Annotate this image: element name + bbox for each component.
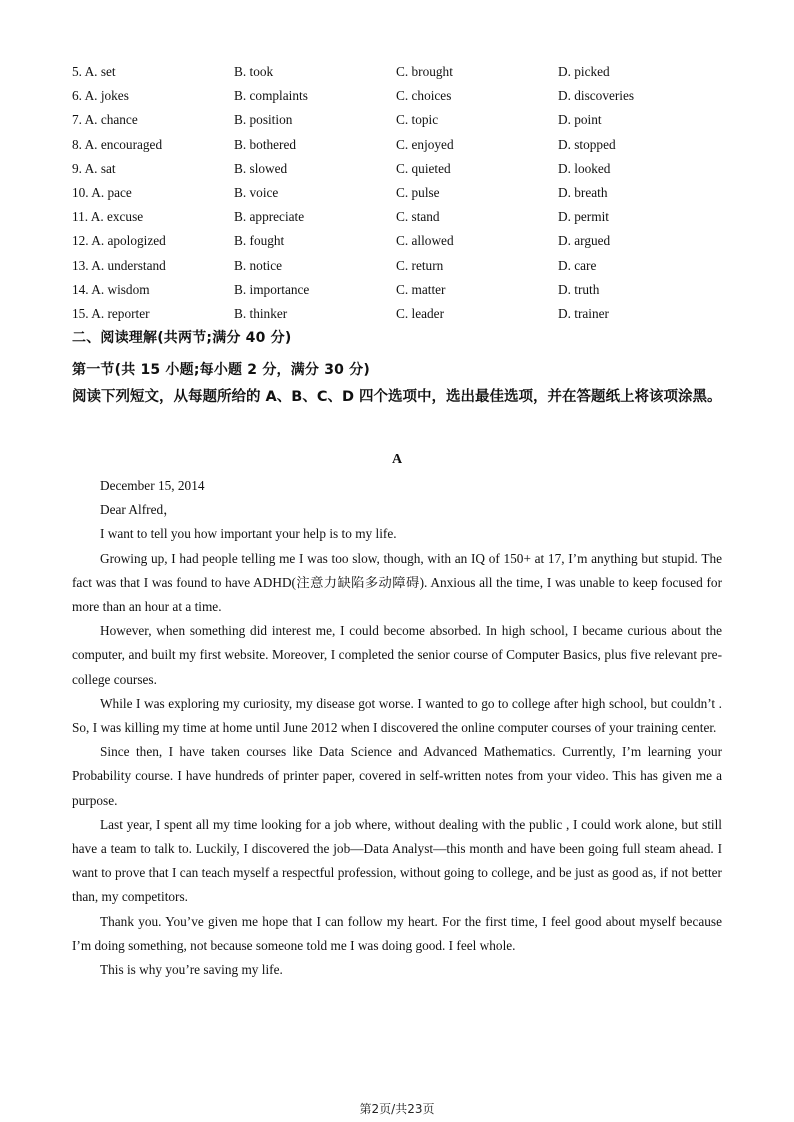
option-a: 14. A. wisdom [72,281,150,297]
option-a: 13. A. understand [72,257,166,273]
option-b: B. importance [234,281,310,297]
option-row [72,181,722,205]
option-a: 6. A. jokes [72,88,129,104]
option-row [72,205,722,229]
option-b: B. fought [234,233,285,249]
option-a: 5. A. set [72,64,116,80]
option-c: C. return [396,257,444,273]
option-row [72,254,722,278]
page-number: 第2页/共23页 [359,1102,435,1116]
option-a: 7. A. chance [72,112,138,128]
passage-paragraph: Thank you. You’ve given me hope that I can follow my heart. For the first time, I feel good about myself because I’m doing something, not because someone told me I was doing good. I feel whole. [72,913,722,953]
option-row [72,302,722,326]
option-b: B. bothered [234,136,297,152]
option-d: D. argued [558,233,611,249]
instruction-text: 阅读下列短文，从每题所给的 A、B、C、D 四个选项中，选出最佳选项，并在答题纸上将该项涂黑。 [72,389,722,405]
option-a: 8. A. encouraged [72,136,163,152]
passage-body [72,474,722,982]
option-row [72,108,722,132]
option-d: D. breath [558,185,608,201]
option-c: C. choices [396,88,452,104]
option-d: D. point [558,112,602,128]
passage-paragraph: However, when something did interest me, I could become absorbed. In high school, I became curious about the computer, and built my first website. Moreover, I completed the senior course of Computer Basics, plus five relevant pre-college courses. [72,623,722,687]
option-d: D. picked [558,64,610,80]
option-c: C. topic [396,112,439,128]
option-c: C. quieted [396,160,451,176]
option-a: 11. A. excuse [72,209,144,225]
option-c: C. pulse [396,185,440,201]
letter-salutation: Dear Alfred， [100,502,177,518]
passage-paragraph: I want to tell you how important your help is to my life. [100,526,397,542]
option-row [72,60,722,84]
option-d: D. permit [558,209,609,225]
option-b: B. complaints [234,88,308,104]
section-heading: 二、阅读理解(共两节;满分 40 分) [72,330,292,346]
option-c: C. allowed [396,233,454,249]
option-row [72,229,722,253]
option-b: B. slowed [234,160,288,176]
passage-paragraph: Last year, I spent all my time looking for a job where, without dealing with the public , I could work alone, but still have a team to talk to. Luckily, I discovered the job—Data Analyst—this month and have been going full steam ahead. I want to prove that I can teach myself a respectful profession, without going to college, and be just as good as, if not better than, my competitors. [72,816,722,905]
option-b: B. voice [234,185,279,201]
option-row [72,133,722,157]
option-a: 9. A. sat [72,160,116,176]
cloze-options-table [72,60,722,326]
option-d: D. trainer [558,305,609,321]
option-row [72,84,722,108]
option-c: C. brought [396,64,453,80]
option-a: 15. A. reporter [72,305,150,321]
option-b: B. notice [234,257,283,273]
letter-date: December 15, 2014 [100,478,205,493]
option-b: B. position [234,112,293,128]
option-d: D. discoveries [558,88,635,104]
option-a: 12. A. apologized [72,233,166,249]
option-a: 10. A. pace [72,185,132,201]
option-c: C. enjoyed [396,136,454,152]
option-d: D. truth [558,281,600,297]
passage-paragraph: While I was exploring my curiosity, my disease got worse. I wanted to go to college after high school, but couldn’t . So, I was killing my time at home until June 2012 when I discovered the online computer courses of your training center. [72,695,722,736]
part-heading: 第一节(共 15 小题;每小题 2 分，满分 30 分) [72,362,370,378]
option-b: B. thinker [234,305,288,321]
option-d: D. looked [558,160,611,176]
option-d: D. stopped [558,136,616,152]
passage-paragraph: Growing up, I had people telling me I was too slow, though, with an IQ of 150+ at 17, I’m anything but stupid. The fact was that I was found to have ADHD(注意力缺陷多动障碍). Anxious all the time, I was unable to keep focused for more than an hour at a time. [72,550,722,615]
option-c: C. matter [396,281,446,297]
option-d: D. care [558,257,597,273]
option-c: C. leader [396,305,444,321]
option-row [72,278,722,302]
option-c: C. stand [396,209,440,225]
option-b: B. took [234,64,274,80]
option-row [72,157,722,181]
option-b: B. appreciate [234,209,305,225]
passage-paragraph: Since then, I have taken courses like Data Science and Advanced Mathematics. Currently, I’m learning your Probability course. I have hundreds of printer paper, covered in self-written notes from your video. This has given me a purpose. [72,744,722,808]
passage-paragraph: This is why you’re saving my life. [100,962,283,978]
passage-title: A [391,452,403,467]
